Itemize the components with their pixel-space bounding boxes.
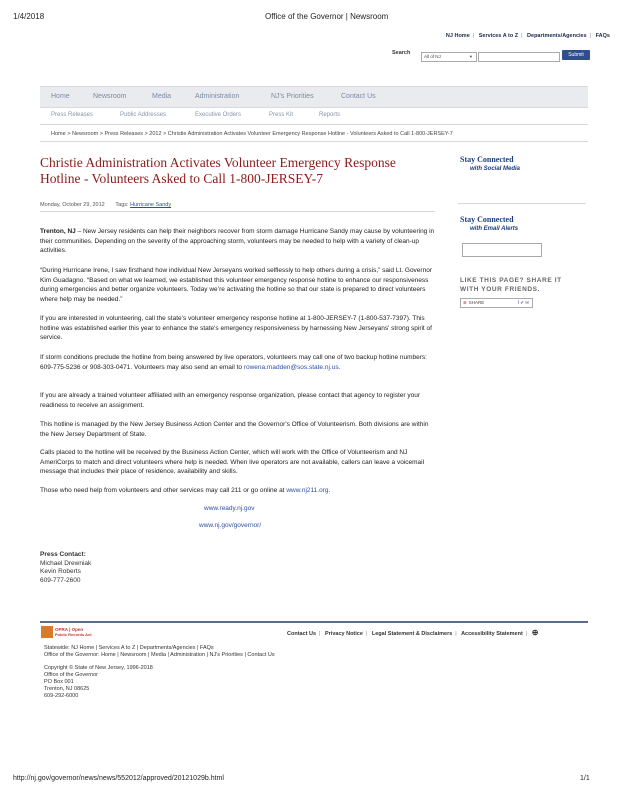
press-contact-phone: 609-777-2600 <box>40 576 81 584</box>
footer-rule <box>40 621 588 623</box>
sidebar-divider <box>458 203 586 204</box>
nav-media[interactable]: Media <box>152 93 172 100</box>
share-label: SHARE <box>468 300 485 305</box>
email-subtitle: with Email Alerts <box>470 226 519 232</box>
nav-priorities[interactable]: NJ's Priorities <box>271 93 314 100</box>
accessibility-icon[interactable]: ⊕ <box>531 628 539 637</box>
footer-phone: 609-292-6000 <box>44 693 79 699</box>
print-title: Office of the Governor | Newsroom <box>265 12 389 21</box>
share-prompt-line-2: WITH YOUR FRIENDS. <box>460 286 541 293</box>
press-contact-name-1: Michael Drewniak <box>40 559 92 567</box>
article-title: Christie Administration Activates Volunteer Emergency Response Hotline - Volunteers Asked to Call 1-800-JERSEY-7 <box>40 155 396 186</box>
share-button[interactable] <box>460 298 533 308</box>
paragraph-1-text: – New Jersey residents can help their neighbors recover from storm damage Hurricane Sandy may cause by volunteering in their communities. Depending on the severity of the approaching storm, volunteers may be needed to help with a variety of clean-up activities. <box>40 228 435 254</box>
subnav-reports[interactable]: Reports <box>319 112 341 118</box>
governor-link[interactable]: www.nj.gov/governor/ <box>199 522 262 529</box>
footer-office: Office of the Governor: Home | Newsroom | Media | Administration | NJ's Priorities | Contact Us <box>44 652 275 658</box>
footer-contact[interactable]: Contact Us <box>287 631 317 637</box>
footer-links: Contact Us | Privacy Notice | Legal Statement & Disclaimers | Accessibility Statement | ⊕ <box>287 628 539 637</box>
chevron-down-icon: ▾ <box>469 54 472 59</box>
paragraph-4 <box>40 353 435 372</box>
top-link-services[interactable]: Services A to Z <box>478 33 519 39</box>
footer-accessibility[interactable]: Accessibility Statement <box>461 631 523 637</box>
nav-home[interactable]: Home <box>51 93 70 100</box>
subnav-public-addresses[interactable]: Public Addresses <box>120 112 167 118</box>
meta-divider <box>40 211 435 212</box>
paragraph-7: Calls placed to the hotline will be received by the Business Action Center, which will work with the Office of Volunteerism and NJ AmeriCorps to match and direct volunteers where help is needed. When live operators are not available, callers can leave a voicemail message that includes their place of residence, availability and skills. <box>40 449 425 475</box>
share-plus-icon: ⊕ <box>463 300 467 305</box>
print-date: 1/4/2018 <box>13 12 45 21</box>
nj211-link[interactable]: www.nj211.org <box>286 487 329 494</box>
opra-line-1: OPRA | Open <box>55 627 84 632</box>
press-contact-name-2: Kevin Roberts <box>40 568 81 575</box>
dateline: Trenton, NJ <box>40 228 76 235</box>
ready-nj-link[interactable]: www.ready.nj.gov <box>204 505 255 512</box>
opra-line-2: Public Records Act <box>55 632 92 637</box>
footer-address <box>44 665 153 700</box>
footer-copyright: Copyright © State of New Jersey, 1996-2018 <box>44 665 153 671</box>
footer-legal[interactable]: Legal Statement & Disclaimers <box>371 631 453 637</box>
search-label: Search <box>392 50 411 56</box>
print-url: http://nj.gov/governor/news/news/552012/approved/20121029b.html <box>13 775 224 782</box>
search-scope-value: All of NJ <box>424 54 441 59</box>
top-links: NJ Home | Services A to Z | Departments/Agencies | FAQs <box>445 33 610 39</box>
paragraph-8 <box>40 486 435 496</box>
share-prompt-line-1: LIKE THIS PAGE? SHARE IT <box>460 277 562 284</box>
paragraph-8-end: . <box>328 487 331 494</box>
footer-city: Trenton, NJ 08625 <box>44 686 90 692</box>
footer-privacy[interactable]: Privacy Notice <box>325 631 363 637</box>
top-link-departments[interactable]: Departments/Agencies <box>527 33 587 39</box>
breadcrumb-divider <box>40 141 588 142</box>
main-nav <box>40 86 588 108</box>
article-meta <box>40 202 171 208</box>
subnav-divider <box>40 124 588 125</box>
nav-newsroom[interactable]: Newsroom <box>93 93 127 100</box>
paragraph-4-text: If storm conditions preclude the hotline from being answered by live operators, volunteers may call one of two backup hotline numbers: 609-775-5236 or 908-303-0471. Volunteers may also send an email to <box>40 354 427 371</box>
opra-logo-mark <box>41 626 53 638</box>
email-alert-input[interactable] <box>462 243 542 257</box>
press-contact <box>40 551 91 585</box>
search-input[interactable] <box>478 52 560 62</box>
search-scope-select[interactable] <box>421 52 477 62</box>
paragraph-2: “During Hurricane Irene, I saw firsthand how individual New Jerseyans worked selflessly to help others during a crisis,” said Lt. Governor Kim Guadagno. “Based on what we learned, we established this volunteer emergency response hotline to enhance our responsiveness during emergencies and better organize volunteers. Today we’re activating the hotline so that our state is prepared to direct volunteers where help may be needed.” <box>40 267 432 303</box>
footer-statewide: Statewide: NJ Home | Services A to Z | Departments/Agencies | FAQs <box>44 645 214 651</box>
tag-link[interactable]: Hurricane Sandy <box>130 202 172 208</box>
top-link-nj-home[interactable]: NJ Home <box>445 33 470 39</box>
paragraph-8-text: Those who need help from volunteers and other services may call 211 or go online at <box>40 487 285 494</box>
subnav-executive-orders[interactable]: Executive Orders <box>195 112 242 118</box>
footer-office-name: Office of the Governor <box>44 672 99 678</box>
press-contact-label: Press Contact: <box>40 551 86 558</box>
search-submit-button[interactable]: Submit <box>562 50 590 60</box>
footer-po-box: PO Box 001 <box>44 679 74 685</box>
social-icons: f ✔ ✉ <box>517 300 529 305</box>
nav-administration[interactable]: Administration <box>195 93 240 100</box>
paragraph-3: If you are interested in volunteering, call the state’s volunteer emergency response hotline at 1-800-JERSEY-7 (1-800-537-7397). This hotline was established earlier this year to enhance the state's emergency responsiveness by harnessing New Jerseyans' strong spirit of service. <box>40 315 432 341</box>
social-subtitle: with Social Media <box>470 166 521 172</box>
paragraph-1 <box>40 227 435 256</box>
print-page: 1/1 <box>580 775 590 782</box>
opra-logo[interactable] <box>41 625 96 639</box>
share-prompt <box>460 276 562 294</box>
article-date: Monday, October 29, 2012 <box>40 202 105 208</box>
paragraph-5: If you are already a trained volunteer affiliated with an emergency response organization, please contact that agency to register your readiness to receive an assignment. <box>40 392 420 409</box>
paragraph-6: This hotline is managed by the New Jersey Business Action Center and the Governor's Office of Volunteerism. Both divisions are within the New Jersey Department of State. <box>40 421 429 438</box>
tags-label: Tags: <box>115 202 129 208</box>
top-link-faqs[interactable]: FAQs <box>595 33 610 39</box>
subnav-press-kit[interactable]: Press Kit <box>269 112 294 118</box>
email-title: Stay Connected <box>460 215 514 224</box>
social-title: Stay Connected <box>460 155 514 164</box>
nav-contact[interactable]: Contact Us <box>341 93 376 100</box>
email-link[interactable]: rowena.madden@sos.state.nj.us. <box>243 363 341 371</box>
subnav-press-releases[interactable]: Press Releases <box>51 112 94 118</box>
breadcrumb: Home > Newsroom > Press Releases > 2012 > Christie Administration Activates Volunteer Emergency Response Hotline - Volunteers Asked to Call 1-800-JERSEY-7 <box>51 131 453 137</box>
